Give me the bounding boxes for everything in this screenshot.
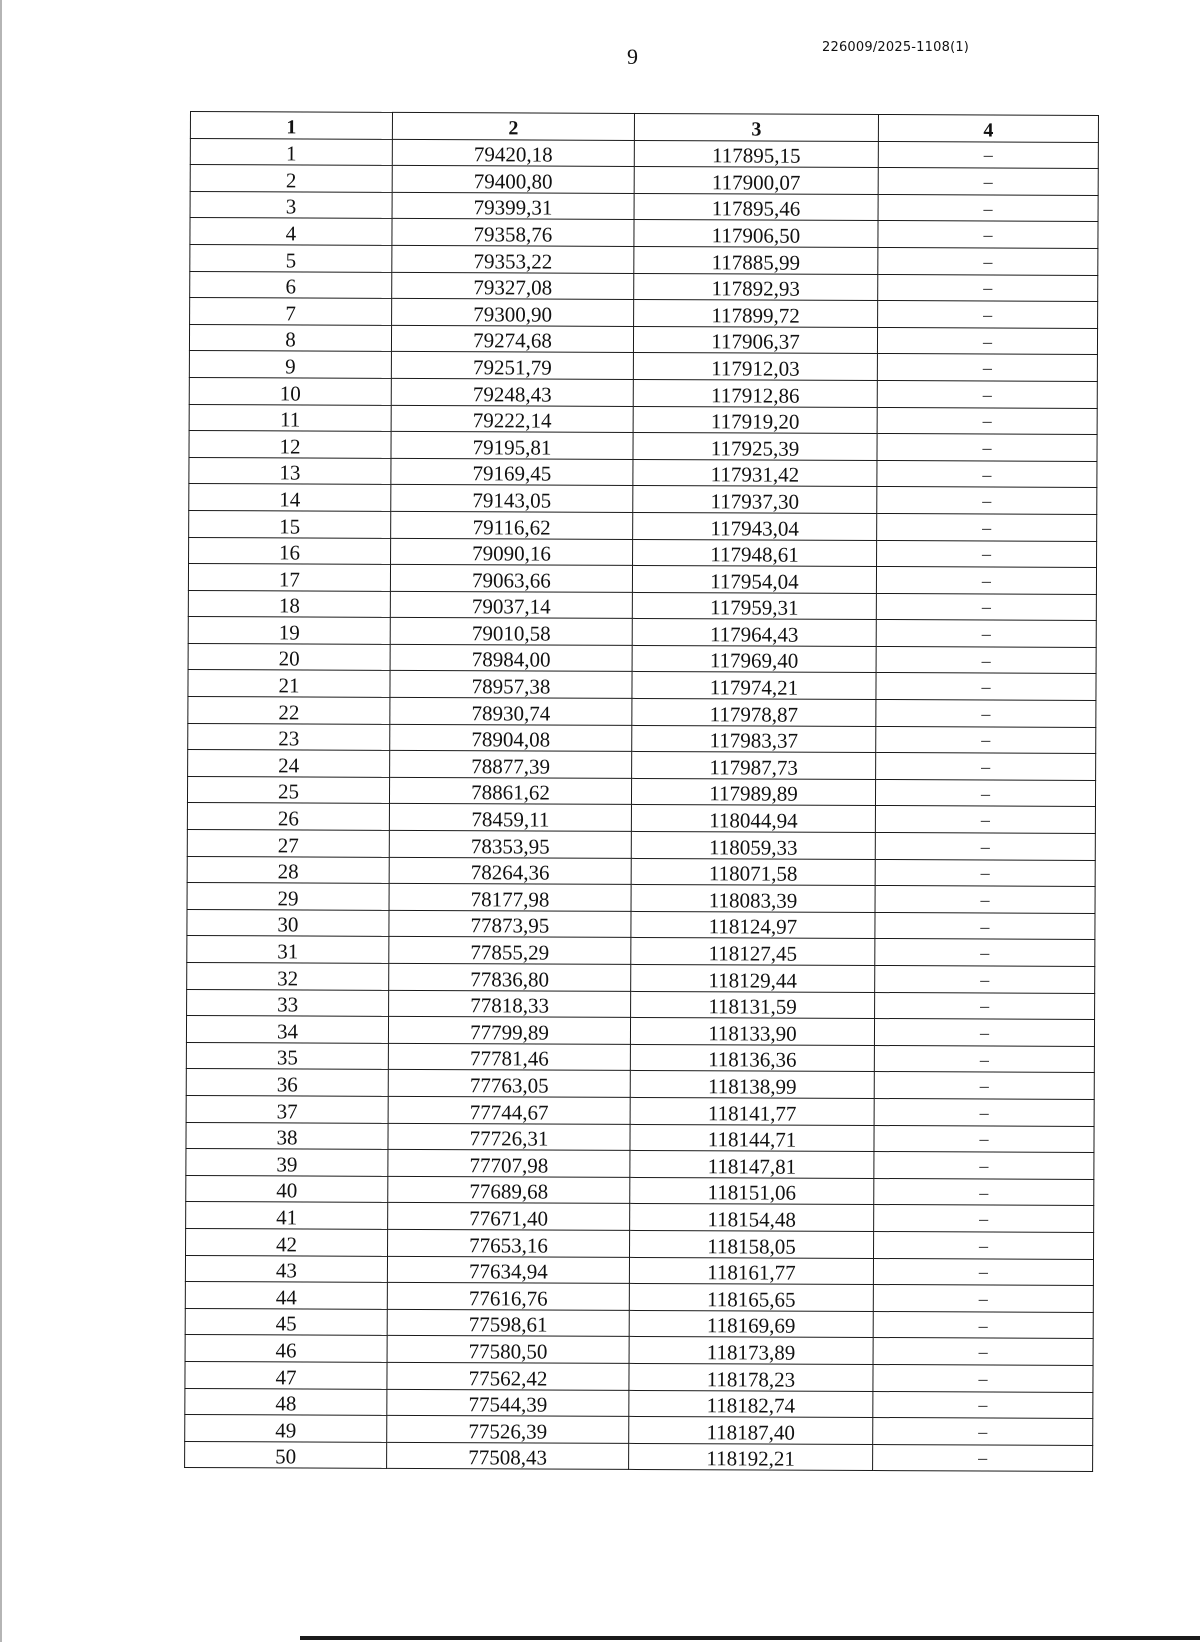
cell-y-coordinate: 117974,21 bbox=[632, 672, 876, 700]
table-row bbox=[190, 271, 1098, 302]
cell-point-number: 21 bbox=[188, 670, 390, 697]
cell-point-number: 15 bbox=[189, 510, 391, 537]
cell-y-coordinate: 117899,72 bbox=[634, 300, 878, 328]
bottom-rule bbox=[300, 1636, 1200, 1640]
cell-note: – bbox=[877, 327, 1097, 355]
cell-x-coordinate: 78904,08 bbox=[390, 724, 632, 752]
cell-y-coordinate: 118124,97 bbox=[631, 911, 875, 939]
table-row bbox=[186, 1122, 1094, 1153]
cell-y-coordinate: 117885,99 bbox=[634, 246, 878, 274]
cell-note: – bbox=[877, 460, 1097, 488]
cell-x-coordinate: 77726,31 bbox=[388, 1123, 630, 1151]
cell-x-coordinate: 77598,61 bbox=[387, 1309, 629, 1337]
cell-point-number: 5 bbox=[190, 244, 392, 271]
cell-point-number: 10 bbox=[189, 377, 391, 404]
cell-note: – bbox=[877, 354, 1097, 382]
cell-x-coordinate: 79090,16 bbox=[391, 538, 633, 566]
cell-point-number: 50 bbox=[185, 1441, 387, 1468]
cell-point-number: 31 bbox=[187, 936, 389, 963]
cell-y-coordinate: 117895,15 bbox=[634, 140, 878, 168]
cell-y-coordinate: 117983,37 bbox=[632, 725, 876, 753]
cell-y-coordinate: 117959,31 bbox=[632, 592, 876, 620]
cell-note: – bbox=[878, 247, 1098, 275]
table-row bbox=[188, 643, 1096, 674]
cell-y-coordinate: 118151,06 bbox=[630, 1177, 874, 1205]
cell-point-number: 24 bbox=[188, 750, 390, 777]
cell-y-coordinate: 117900,07 bbox=[634, 167, 878, 195]
cell-note: – bbox=[873, 1285, 1093, 1313]
cell-note: – bbox=[874, 1231, 1094, 1259]
cell-note: – bbox=[876, 673, 1096, 701]
cell-note: – bbox=[873, 1364, 1093, 1392]
table-row bbox=[186, 1069, 1094, 1100]
cell-note: – bbox=[875, 779, 1095, 807]
cell-y-coordinate: 118141,77 bbox=[630, 1097, 874, 1125]
cell-x-coordinate: 79248,43 bbox=[391, 378, 633, 406]
cell-x-coordinate: 79195,81 bbox=[391, 432, 633, 460]
table-row bbox=[186, 1095, 1094, 1126]
cell-y-coordinate: 118127,45 bbox=[631, 938, 875, 966]
cell-point-number: 7 bbox=[190, 298, 392, 325]
cell-point-number: 17 bbox=[188, 564, 390, 591]
cell-x-coordinate: 79400,80 bbox=[392, 166, 634, 194]
table-row bbox=[189, 404, 1097, 435]
cell-x-coordinate: 77744,67 bbox=[388, 1096, 630, 1124]
cell-y-coordinate: 118165,65 bbox=[629, 1284, 873, 1312]
cell-note: – bbox=[875, 992, 1095, 1020]
cell-point-number: 25 bbox=[187, 776, 389, 803]
cell-note: – bbox=[874, 1152, 1094, 1180]
cell-x-coordinate: 77544,39 bbox=[387, 1389, 629, 1417]
cell-x-coordinate: 77508,43 bbox=[387, 1442, 629, 1470]
cell-x-coordinate: 78984,00 bbox=[390, 644, 632, 672]
cell-x-coordinate: 77836,80 bbox=[389, 963, 631, 991]
cell-y-coordinate: 117906,37 bbox=[633, 326, 877, 354]
table-row bbox=[189, 484, 1097, 515]
table-row bbox=[185, 1282, 1093, 1313]
cell-point-number: 9 bbox=[189, 351, 391, 378]
cell-y-coordinate: 118147,81 bbox=[630, 1151, 874, 1179]
cell-y-coordinate: 117969,40 bbox=[632, 645, 876, 673]
cell-point-number: 32 bbox=[187, 962, 389, 989]
cell-y-coordinate: 118144,71 bbox=[630, 1124, 874, 1152]
cell-y-coordinate: 117948,61 bbox=[633, 539, 877, 567]
table-row bbox=[190, 218, 1098, 249]
cell-x-coordinate: 77818,33 bbox=[389, 990, 631, 1018]
cell-point-number: 37 bbox=[186, 1095, 388, 1122]
cell-y-coordinate: 118154,48 bbox=[630, 1204, 874, 1232]
cell-point-number: 38 bbox=[186, 1122, 388, 1149]
table-row bbox=[189, 457, 1097, 488]
cell-x-coordinate: 77562,42 bbox=[387, 1362, 629, 1390]
cell-note: – bbox=[874, 1178, 1094, 1206]
cell-point-number: 3 bbox=[190, 191, 392, 218]
cell-y-coordinate: 117978,87 bbox=[632, 698, 876, 726]
cell-y-coordinate: 118192,21 bbox=[629, 1443, 873, 1471]
cell-point-number: 27 bbox=[187, 830, 389, 857]
cell-x-coordinate: 79116,62 bbox=[391, 511, 633, 539]
cell-x-coordinate: 77873,95 bbox=[389, 910, 631, 938]
cell-x-coordinate: 77634,94 bbox=[387, 1256, 629, 1284]
cell-point-number: 46 bbox=[185, 1335, 387, 1362]
table-row bbox=[186, 1228, 1094, 1259]
table-row bbox=[188, 590, 1096, 621]
table-row bbox=[190, 298, 1098, 329]
cell-x-coordinate: 79353,22 bbox=[392, 245, 634, 273]
table-row bbox=[190, 165, 1098, 196]
coordinates-table-wrapper bbox=[184, 111, 1098, 1472]
cell-note: – bbox=[873, 1258, 1093, 1286]
table-row bbox=[187, 830, 1095, 861]
cell-note: – bbox=[876, 753, 1096, 781]
table-row bbox=[189, 537, 1097, 568]
cell-note: – bbox=[878, 168, 1098, 196]
cell-y-coordinate: 118187,40 bbox=[629, 1417, 873, 1445]
cell-note: – bbox=[877, 380, 1097, 408]
table-row bbox=[188, 750, 1096, 781]
cell-point-number: 29 bbox=[187, 883, 389, 910]
table-row bbox=[190, 191, 1098, 222]
cell-point-number: 45 bbox=[185, 1308, 387, 1335]
cell-y-coordinate: 117912,03 bbox=[633, 353, 877, 381]
cell-note: – bbox=[873, 1338, 1093, 1366]
cell-note: – bbox=[876, 593, 1096, 621]
cell-y-coordinate: 118044,94 bbox=[631, 805, 875, 833]
cell-point-number: 26 bbox=[187, 803, 389, 830]
table-row bbox=[186, 1042, 1094, 1073]
cell-x-coordinate: 78957,38 bbox=[390, 671, 632, 699]
cell-y-coordinate: 117987,73 bbox=[632, 752, 876, 780]
table-row bbox=[187, 856, 1095, 887]
table-row bbox=[185, 1441, 1093, 1472]
cell-y-coordinate: 118129,44 bbox=[631, 964, 875, 992]
cell-point-number: 30 bbox=[187, 909, 389, 936]
cell-point-number: 11 bbox=[189, 404, 391, 431]
cell-note: – bbox=[874, 1098, 1094, 1126]
cell-x-coordinate: 79010,58 bbox=[390, 618, 632, 646]
table-row bbox=[187, 909, 1095, 940]
cell-y-coordinate: 117925,39 bbox=[633, 433, 877, 461]
cell-x-coordinate: 79327,08 bbox=[392, 272, 634, 300]
cell-note: – bbox=[875, 833, 1095, 861]
cell-note: – bbox=[878, 221, 1098, 249]
cell-note: – bbox=[875, 886, 1095, 914]
cell-y-coordinate: 117964,43 bbox=[632, 619, 876, 647]
cell-note: – bbox=[873, 1391, 1093, 1419]
table-row bbox=[187, 962, 1095, 993]
table-row bbox=[186, 1202, 1094, 1233]
cell-x-coordinate: 79358,76 bbox=[392, 219, 634, 247]
cell-x-coordinate: 77763,05 bbox=[388, 1070, 630, 1098]
cell-point-number: 28 bbox=[187, 856, 389, 883]
cell-note: – bbox=[876, 620, 1096, 648]
table-row bbox=[188, 697, 1096, 728]
cell-y-coordinate: 117912,86 bbox=[633, 379, 877, 407]
table-row bbox=[189, 324, 1097, 355]
cell-note: – bbox=[875, 912, 1095, 940]
cell-point-number: 1 bbox=[190, 138, 392, 165]
cell-note: – bbox=[877, 434, 1097, 462]
cell-note: – bbox=[874, 1019, 1094, 1047]
cell-y-coordinate: 117895,46 bbox=[634, 193, 878, 221]
document-id: 226009/2025-1108(1) bbox=[822, 40, 970, 55]
cell-point-number: 22 bbox=[188, 697, 390, 724]
table-row bbox=[185, 1335, 1093, 1366]
cell-x-coordinate: 79300,90 bbox=[392, 299, 634, 327]
cell-note: – bbox=[877, 407, 1097, 435]
cell-x-coordinate: 78353,95 bbox=[389, 830, 631, 858]
cell-x-coordinate: 77781,46 bbox=[388, 1043, 630, 1071]
header-col-2: 2 bbox=[392, 112, 634, 140]
cell-y-coordinate: 118136,36 bbox=[630, 1044, 874, 1072]
cell-x-coordinate: 77855,29 bbox=[389, 937, 631, 965]
table-body bbox=[185, 138, 1099, 1472]
cell-y-coordinate: 118182,74 bbox=[629, 1390, 873, 1418]
table-row bbox=[187, 989, 1095, 1020]
cell-x-coordinate: 79222,14 bbox=[391, 405, 633, 433]
cell-point-number: 41 bbox=[186, 1202, 388, 1229]
cell-x-coordinate: 78459,11 bbox=[389, 804, 631, 832]
cell-note: – bbox=[873, 1311, 1093, 1339]
cell-y-coordinate: 117919,20 bbox=[633, 406, 877, 434]
cell-point-number: 35 bbox=[186, 1042, 388, 1069]
cell-x-coordinate: 79399,31 bbox=[392, 192, 634, 220]
cell-point-number: 36 bbox=[186, 1069, 388, 1096]
cell-note: – bbox=[878, 141, 1098, 169]
cell-point-number: 12 bbox=[189, 431, 391, 458]
cell-x-coordinate: 78877,39 bbox=[390, 751, 632, 779]
cell-x-coordinate: 78177,98 bbox=[389, 884, 631, 912]
cell-point-number: 49 bbox=[185, 1415, 387, 1442]
cell-y-coordinate: 118138,99 bbox=[630, 1071, 874, 1099]
cell-note: – bbox=[877, 540, 1097, 568]
cell-point-number: 14 bbox=[189, 484, 391, 511]
table-row bbox=[186, 1016, 1094, 1047]
cell-y-coordinate: 117937,30 bbox=[633, 486, 877, 514]
cell-x-coordinate: 78930,74 bbox=[390, 697, 632, 725]
cell-y-coordinate: 117931,42 bbox=[633, 459, 877, 487]
cell-point-number: 18 bbox=[188, 590, 390, 617]
cell-note: – bbox=[878, 274, 1098, 302]
table-row bbox=[187, 803, 1095, 834]
cell-note: – bbox=[874, 1205, 1094, 1233]
cell-y-coordinate: 118178,23 bbox=[629, 1363, 873, 1391]
cell-x-coordinate: 77671,40 bbox=[388, 1203, 630, 1231]
cell-note: – bbox=[873, 1444, 1093, 1472]
cell-x-coordinate: 77653,16 bbox=[388, 1229, 630, 1257]
table-row bbox=[186, 1175, 1094, 1206]
cell-point-number: 20 bbox=[188, 643, 390, 670]
table-row bbox=[185, 1255, 1093, 1286]
cell-note: – bbox=[876, 646, 1096, 674]
cell-y-coordinate: 117906,50 bbox=[634, 220, 878, 248]
table-row bbox=[190, 138, 1098, 169]
table-row bbox=[185, 1361, 1093, 1392]
cell-x-coordinate: 79274,68 bbox=[391, 325, 633, 353]
cell-x-coordinate: 77799,89 bbox=[388, 1017, 630, 1045]
cell-point-number: 6 bbox=[190, 271, 392, 298]
cell-point-number: 47 bbox=[185, 1361, 387, 1388]
cell-point-number: 16 bbox=[189, 537, 391, 564]
cell-note: – bbox=[874, 1125, 1094, 1153]
cell-y-coordinate: 117892,93 bbox=[634, 273, 878, 301]
cell-x-coordinate: 79063,66 bbox=[390, 564, 632, 592]
cell-x-coordinate: 78861,62 bbox=[389, 777, 631, 805]
table-row bbox=[187, 883, 1095, 914]
header-col-4: 4 bbox=[878, 115, 1098, 143]
cell-y-coordinate: 118169,69 bbox=[629, 1310, 873, 1338]
table-row bbox=[187, 936, 1095, 967]
table-row bbox=[185, 1415, 1093, 1446]
cell-point-number: 42 bbox=[186, 1228, 388, 1255]
cell-note: – bbox=[876, 700, 1096, 728]
cell-x-coordinate: 77580,50 bbox=[387, 1336, 629, 1364]
scan-edge bbox=[0, 0, 2, 1642]
cell-note: – bbox=[877, 513, 1097, 541]
cell-note: – bbox=[875, 965, 1095, 993]
cell-point-number: 39 bbox=[186, 1149, 388, 1176]
cell-note: – bbox=[877, 487, 1097, 515]
cell-y-coordinate: 118173,89 bbox=[629, 1337, 873, 1365]
cell-x-coordinate: 79037,14 bbox=[390, 591, 632, 619]
cell-y-coordinate: 117989,89 bbox=[631, 778, 875, 806]
table-row bbox=[188, 723, 1096, 754]
cell-note: – bbox=[874, 1045, 1094, 1073]
cell-point-number: 43 bbox=[185, 1255, 387, 1282]
cell-point-number: 48 bbox=[185, 1388, 387, 1415]
cell-note: – bbox=[874, 1072, 1094, 1100]
table-header-row bbox=[190, 112, 1098, 143]
cell-note: – bbox=[876, 726, 1096, 754]
cell-note: – bbox=[875, 806, 1095, 834]
table-row bbox=[187, 776, 1095, 807]
table-row bbox=[189, 510, 1097, 541]
header-col-1: 1 bbox=[190, 112, 392, 139]
coordinates-table bbox=[184, 111, 1099, 1472]
cell-note: – bbox=[876, 567, 1096, 595]
cell-y-coordinate: 118071,58 bbox=[631, 858, 875, 886]
cell-x-coordinate: 79143,05 bbox=[391, 485, 633, 513]
cell-y-coordinate: 118131,59 bbox=[631, 991, 875, 1019]
cell-point-number: 19 bbox=[188, 617, 390, 644]
cell-x-coordinate: 77616,76 bbox=[387, 1282, 629, 1310]
table-row bbox=[189, 377, 1097, 408]
table-row bbox=[188, 617, 1096, 648]
page-number: 9 bbox=[627, 44, 638, 69]
cell-x-coordinate: 79169,45 bbox=[391, 458, 633, 486]
table-row bbox=[188, 564, 1096, 595]
header-col-3: 3 bbox=[634, 113, 878, 141]
table-row bbox=[185, 1308, 1093, 1339]
cell-point-number: 44 bbox=[185, 1282, 387, 1309]
cell-note: – bbox=[873, 1418, 1093, 1446]
cell-point-number: 2 bbox=[190, 165, 392, 192]
cell-point-number: 40 bbox=[186, 1175, 388, 1202]
cell-y-coordinate: 118161,77 bbox=[629, 1257, 873, 1285]
cell-point-number: 13 bbox=[189, 457, 391, 484]
cell-x-coordinate: 79420,18 bbox=[392, 139, 634, 167]
cell-point-number: 33 bbox=[187, 989, 389, 1016]
cell-point-number: 4 bbox=[190, 218, 392, 245]
cell-y-coordinate: 118133,90 bbox=[630, 1018, 874, 1046]
table-row bbox=[185, 1388, 1093, 1419]
table-row bbox=[189, 431, 1097, 462]
cell-note: – bbox=[878, 194, 1098, 222]
table-row bbox=[189, 351, 1097, 382]
cell-x-coordinate: 77707,98 bbox=[388, 1150, 630, 1178]
cell-note: – bbox=[875, 859, 1095, 887]
cell-y-coordinate: 118158,05 bbox=[630, 1230, 874, 1258]
cell-y-coordinate: 118059,33 bbox=[631, 831, 875, 859]
cell-x-coordinate: 79251,79 bbox=[391, 352, 633, 380]
cell-point-number: 23 bbox=[188, 723, 390, 750]
cell-y-coordinate: 118083,39 bbox=[631, 885, 875, 913]
table-row bbox=[186, 1149, 1094, 1180]
cell-note: – bbox=[875, 939, 1095, 967]
cell-point-number: 8 bbox=[189, 324, 391, 351]
table-row bbox=[188, 670, 1096, 701]
cell-y-coordinate: 117954,04 bbox=[632, 566, 876, 594]
table-row bbox=[190, 244, 1098, 275]
cell-note: – bbox=[878, 301, 1098, 329]
cell-x-coordinate: 77689,68 bbox=[388, 1176, 630, 1204]
cell-x-coordinate: 78264,36 bbox=[389, 857, 631, 885]
cell-point-number: 34 bbox=[186, 1016, 388, 1043]
cell-x-coordinate: 77526,39 bbox=[387, 1415, 629, 1443]
cell-y-coordinate: 117943,04 bbox=[633, 512, 877, 540]
